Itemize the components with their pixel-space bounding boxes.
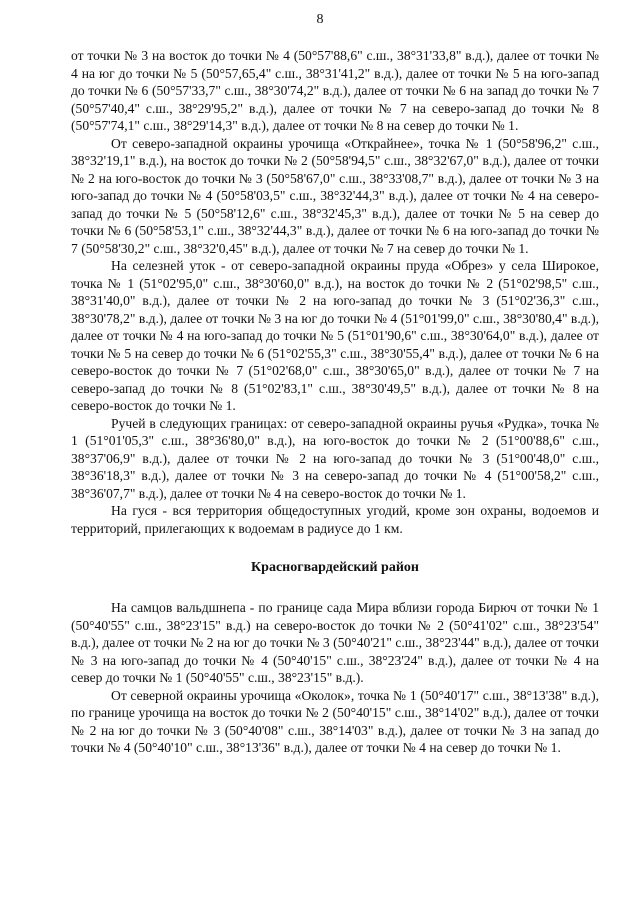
paragraph-mallard-obrez-pond: На селезней уток - от северо-западной окраины пруда «Обрез» у села Широкое, точка № 1 (51°02'95,0" с.ш., 38°30'60,0" в.д.), на восток до точки № 2 (51°02'98,5" с.ш., 38°31'40,0" в.д.), далее от точки № 2 на юго-запад до точки № 3 (51°02'36,3" с.ш., 38°30'78,2" в.д.), далее от точки № 3 на юг до точки № 4 (51°01'99,0" с.ш., 38°30'80,4" в.д.), далее от точки № 4 на юго-запад до точки № 5 (51°01'90,6" с.ш., 38°30'64,0" в.д.), далее от точки № 5 на север до точки № 6 (51°02'55,3" с.ш., 38°30'55,4" в.д.), далее от точки № 6 на северо-восток до точки № 7 (51°02'68,0" с.ш., 38°30'65,0" в.д.), далее от точки № 7 на северо-запад до точки № 8 (51°02'83,1" с.ш., 38°30'49,5" в.д.), далее от точки № 8 на северо-восток до точки № 1. (71, 258, 599, 413)
paragraph-rudka-stream: Ручей в следующих границах: от северо-западной окраины ручья «Рудка», точка № 1 (51°01'05,3" с.ш., 38°36'80,0" в.д.), на юго-восток до точки № 2 (51°00'88,6" с.ш., 38°37'06,9" в.д.), далее от точки № 2 на юго-запад до точки № 3 (51°00'48,0" с.ш., 38°36'18,3" в.д.), далее от точки № 3 на северо-запад до точки № 4 (51°00'58,2" с.ш., 38°36'07,7" в.д.), далее от точки № 4 на северо-восток до точки № 1. (71, 415, 599, 501)
document-body (71, 47, 599, 757)
section-heading: Красногвардейский район (251, 560, 419, 575)
paragraph-otkraynee-boundary: От северо-западной окраины урочища «Открайнее», точка № 1 (50°58'96,2" с.ш., 38°32'19,1" в.д.), на восток до точки № 2 (50°58'94,5" с.ш., 38°32'67,0" в.д.), далее от точки № 2 на юго-восток до точки № 3 (50°58'67,0" с.ш., 38°33'08,7" в.д.), далее от точки № 3 на юго-запад до точки № 4 (50°58'03,5" с.ш., 38°32'44,3" в.д.), далее от точки № 4 на северо-запад до точки № 5 (50°58'12,6" с.ш., 38°32'45,3" в.д.), далее от точки № 5 на север до точки № 6 (50°58'53,1" с.ш., 38°32'44,3" в.д.), далее от точки № 6 на юго-запад до точки № 7 (50°58'30,2" с.ш., 38°32'0,45" в.д.), далее от точки № 7 на север до точки № 1. (71, 135, 599, 256)
paragraph-boundary-continuation: от точки № 3 на восток до точки № 4 (50°57'88,6" с.ш., 38°31'33,8" в.д.), далее от точки № 4 на юг до точки № 5 (50°57,65,4" с.ш., 38°31'41,2" в.д.), далее от точки № 5 на юго-запад до точки № 6 (50°57'33,7" с.ш., 38°30'74,2" в.д.), далее от точки № 6 на запад до точки № 7 (50°57'40,4" с.ш., 38°29'95,2" в.д.), далее от точки № 7 на северо-запад до точки № 8 (50°57'74,1" с.ш., 38°29'14,3" в.д.), далее от точки № 8 на север до точки № 1. (71, 48, 599, 133)
page-number: 8 (316, 12, 324, 27)
paragraph-woodcock-mira-garden: На самцов вальдшнепа - по границе сада Мира вблизи города Бирюч от точки № 1 (50°40'55" с.ш., 38°23'15" в.д.) на северо-восток до точки № 2 (50°41'02" с.ш., 38°23'54" в.д.), далее от точки № 2 на юг до точки № 3 (50°40'21" с.ш., 38°23'44" в.д.), далее от точки № 3 на юго-запад до точки № 4 (50°40'15" с.ш., 38°23'24" в.д.), далее от точки № 4 на север до точки № 1 (50°40'55" с.ш., 38°23'15" в.д.). (71, 600, 599, 685)
paragraph-goose-territory: На гуся - вся территория общедоступных угодий, кроме зон охраны, водоемов и территорий, прилегающих к водоемам в радиусе до 1 км. (71, 503, 599, 536)
paragraph-okolok-boundary: От северной окраины урочища «Околок», точка № 1 (50°40'17" с.ш., 38°13'38" в.д.), по границе урочища на восток до точки № 2 (50°40'15" с.ш., 38°14'02" в.д.), далее от точки № 2 на юг до точки № 3 (50°40'08" с.ш., 38°14'03" в.д.), далее от точки № 3 на запад до точки № 4 (50°40'10" с.ш., 38°13'36" в.д.), далее от точки № 4 на север до точки № 1. (71, 687, 599, 755)
